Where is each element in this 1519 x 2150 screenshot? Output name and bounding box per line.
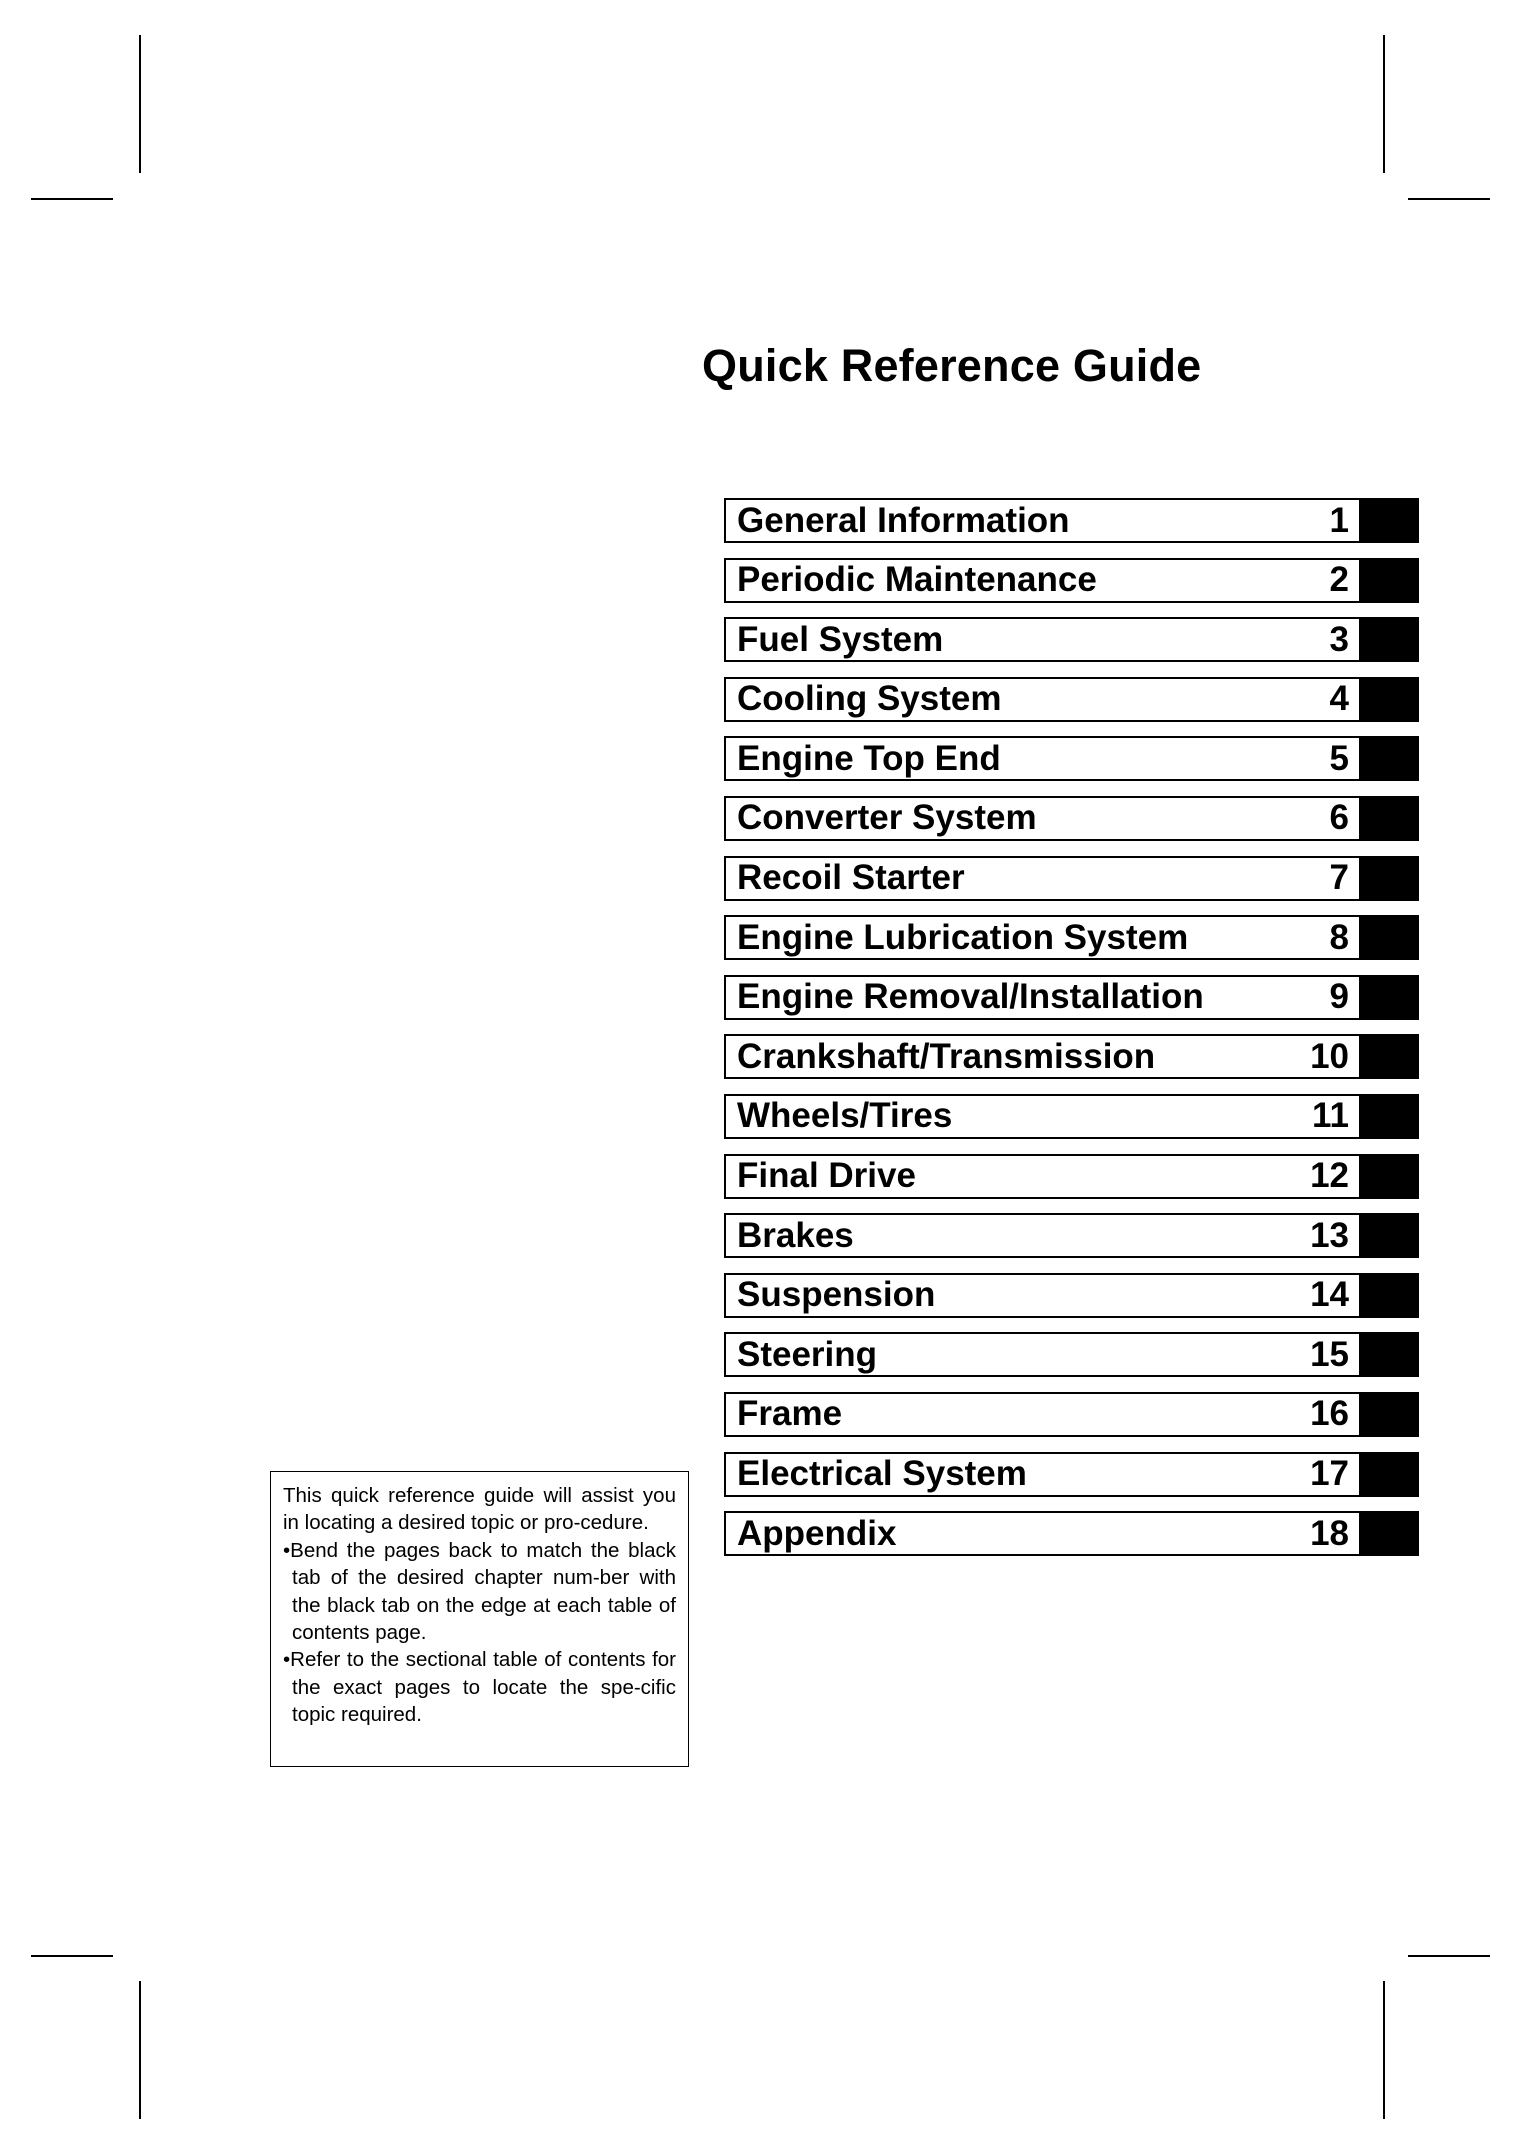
chapter-number: 10 xyxy=(1310,1036,1349,1076)
chapter-number: 16 xyxy=(1310,1394,1349,1434)
chapter-title: Electrical System xyxy=(737,1454,1027,1493)
crop-mark-top-left-vertical xyxy=(139,35,141,173)
chapter-row[interactable] xyxy=(724,1094,1421,1139)
chapter-number: 6 xyxy=(1329,798,1349,838)
crop-mark-bottom-left-horizontal xyxy=(31,1955,113,1957)
chapter-box[interactable] xyxy=(724,915,1361,960)
chapter-number: 4 xyxy=(1329,679,1349,719)
chapter-black-tab xyxy=(1361,498,1419,543)
chapter-row[interactable] xyxy=(724,558,1421,603)
chapter-index xyxy=(724,498,1421,1571)
crop-mark-top-right-vertical xyxy=(1383,35,1385,173)
chapter-title: Brakes xyxy=(737,1215,854,1255)
usage-note-intro: This quick reference guide will assist you in locating a desired topic or pro-cedure. xyxy=(283,1484,676,1535)
chapter-black-tab xyxy=(1361,796,1419,841)
chapter-black-tab xyxy=(1361,1213,1419,1258)
chapter-row[interactable] xyxy=(724,1332,1421,1377)
chapter-number: 18 xyxy=(1310,1513,1349,1553)
chapter-number: 3 xyxy=(1329,619,1349,659)
chapter-black-tab xyxy=(1361,1392,1419,1437)
chapter-row[interactable] xyxy=(724,1392,1421,1437)
chapter-box[interactable] xyxy=(724,617,1361,662)
page-title: Quick Reference Guide xyxy=(702,340,1202,391)
chapter-box[interactable] xyxy=(724,856,1361,901)
chapter-box[interactable] xyxy=(724,1511,1361,1556)
chapter-black-tab xyxy=(1361,975,1419,1020)
chapter-number: 11 xyxy=(1312,1096,1349,1136)
chapter-row[interactable] xyxy=(724,796,1421,841)
chapter-black-tab xyxy=(1361,1273,1419,1318)
chapter-title: Wheels/Tires xyxy=(737,1096,953,1136)
chapter-title: Engine Lubrication System xyxy=(737,917,1189,957)
chapter-number: 9 xyxy=(1329,977,1349,1017)
usage-note-bullet-bend-pages: •Bend the pages back to match the black tab of the desired chapter num-ber with the black tab on the edge at each table of contents page. xyxy=(283,1538,676,1645)
chapter-title: Converter System xyxy=(737,798,1037,838)
chapter-row[interactable] xyxy=(724,915,1421,960)
chapter-box[interactable] xyxy=(724,498,1361,543)
crop-mark-top-right-horizontal xyxy=(1408,198,1490,200)
chapter-box[interactable] xyxy=(724,1154,1361,1199)
chapter-box[interactable] xyxy=(724,1094,1361,1139)
chapter-box[interactable] xyxy=(724,1452,1361,1497)
chapter-number: 14 xyxy=(1310,1275,1349,1315)
crop-mark-bottom-right-vertical xyxy=(1383,1981,1385,2119)
chapter-row[interactable] xyxy=(724,1273,1421,1318)
chapter-box[interactable] xyxy=(724,1392,1361,1437)
chapter-row[interactable] xyxy=(724,1511,1421,1556)
chapter-box[interactable] xyxy=(724,1332,1361,1377)
chapter-title: Final Drive xyxy=(737,1156,916,1196)
chapter-row[interactable] xyxy=(724,1452,1421,1497)
crop-mark-top-left-horizontal xyxy=(31,198,113,200)
chapter-box[interactable] xyxy=(724,1034,1361,1079)
chapter-title: Engine Top End xyxy=(737,738,1001,778)
chapter-title: Crankshaft/Transmission xyxy=(737,1036,1156,1076)
chapter-black-tab xyxy=(1361,1094,1419,1139)
chapter-number: 7 xyxy=(1329,858,1349,898)
chapter-title: Engine Removal/Installation xyxy=(737,977,1204,1017)
chapter-number: 15 xyxy=(1310,1334,1349,1374)
chapter-box[interactable] xyxy=(724,736,1361,781)
chapter-title: Steering xyxy=(737,1334,878,1374)
chapter-black-tab xyxy=(1361,558,1419,603)
chapter-row[interactable] xyxy=(724,1213,1421,1258)
chapter-black-tab xyxy=(1361,677,1419,722)
chapter-number: 12 xyxy=(1310,1156,1349,1196)
chapter-black-tab xyxy=(1361,915,1419,960)
chapter-box[interactable] xyxy=(724,975,1361,1020)
chapter-box[interactable] xyxy=(724,796,1361,841)
chapter-box[interactable] xyxy=(724,1273,1361,1318)
chapter-title: Recoil Starter xyxy=(737,858,965,898)
chapter-number: 1 xyxy=(1329,500,1349,540)
chapter-row[interactable] xyxy=(724,677,1421,722)
chapter-black-tab xyxy=(1361,736,1419,781)
chapter-title: Periodic Maintenance xyxy=(737,560,1097,600)
chapter-row[interactable] xyxy=(724,975,1421,1020)
chapter-title: Appendix xyxy=(737,1513,897,1553)
chapter-number: 5 xyxy=(1329,738,1349,778)
chapter-black-tab xyxy=(1361,1154,1419,1199)
chapter-title: Frame xyxy=(737,1394,843,1434)
chapter-box[interactable] xyxy=(724,1213,1361,1258)
chapter-number: 8 xyxy=(1329,917,1349,957)
chapter-row[interactable] xyxy=(724,1154,1421,1199)
chapter-title: Suspension xyxy=(737,1275,936,1315)
crop-mark-bottom-right-horizontal xyxy=(1408,1955,1490,1957)
chapter-row[interactable] xyxy=(724,1034,1421,1079)
chapter-box[interactable] xyxy=(724,677,1361,722)
chapter-row[interactable] xyxy=(724,498,1421,543)
chapter-black-tab xyxy=(1361,1332,1419,1377)
chapter-title: Cooling System xyxy=(737,679,1002,719)
chapter-number: 2 xyxy=(1329,560,1349,600)
chapter-title: General Information xyxy=(737,500,1070,540)
chapter-row[interactable] xyxy=(724,736,1421,781)
chapter-black-tab xyxy=(1361,856,1419,901)
chapter-black-tab xyxy=(1361,1034,1419,1079)
chapter-black-tab xyxy=(1361,617,1419,662)
chapter-row[interactable] xyxy=(724,617,1421,662)
chapter-title: Fuel System xyxy=(737,619,944,659)
usage-note-bullet-sectional-toc: •Refer to the sectional table of contents for the exact pages to locate the spe-cific topic required. xyxy=(283,1648,676,1727)
chapter-row[interactable] xyxy=(724,856,1421,901)
crop-mark-bottom-left-vertical xyxy=(139,1981,141,2119)
chapter-black-tab xyxy=(1361,1511,1419,1556)
chapter-black-tab xyxy=(1361,1452,1419,1497)
chapter-box[interactable] xyxy=(724,558,1361,603)
usage-note-box xyxy=(270,1471,689,1767)
chapter-number: 17 xyxy=(1310,1454,1349,1493)
chapter-number: 13 xyxy=(1310,1215,1349,1255)
